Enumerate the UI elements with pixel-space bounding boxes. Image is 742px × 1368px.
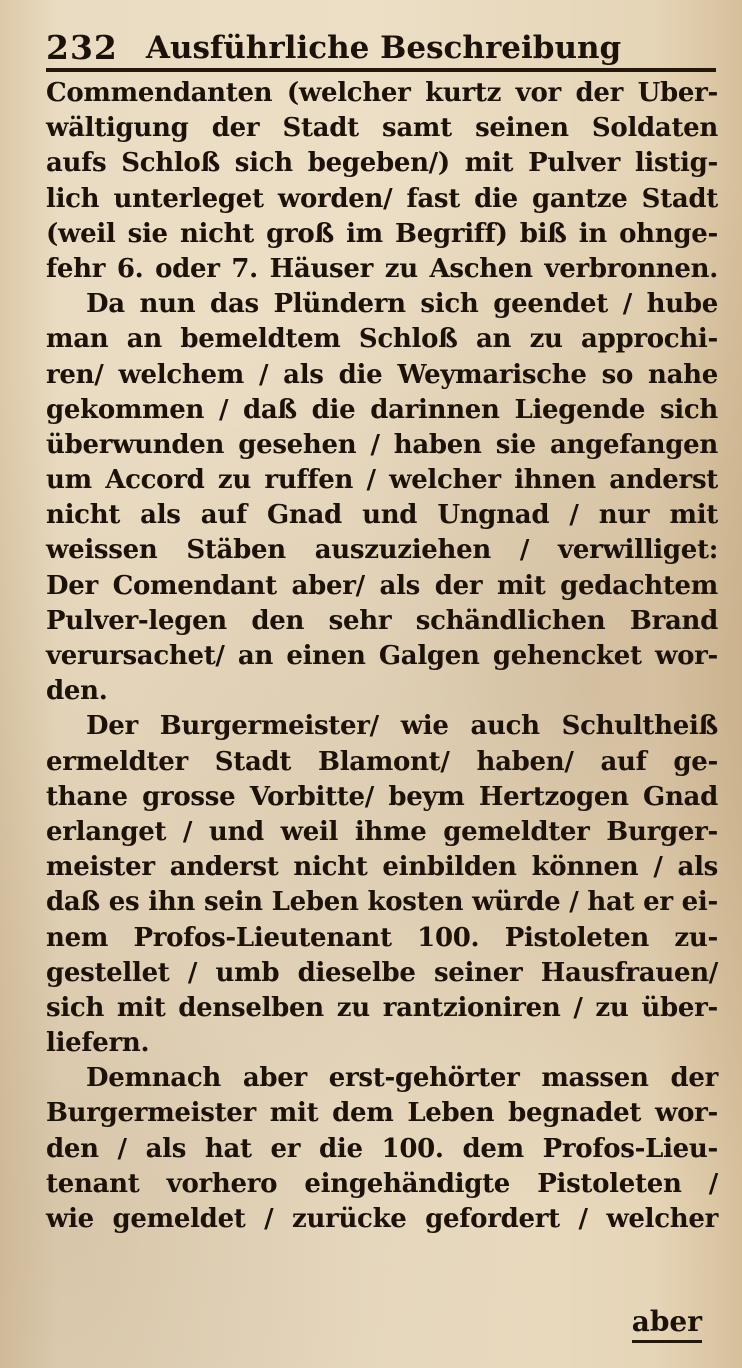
body-text [46, 76, 718, 1237]
paragraph-start-line: Da nun das Plündern sich geendet / hube [86, 289, 718, 320]
text-line: tenant vorhero eingehändigte Pistoleten / [46, 1168, 718, 1199]
text-line: nem Profos-Lieutenant 100. Pistoleten zu- [46, 922, 718, 953]
text-line: wältigung der Stadt samt seinen Soldaten [46, 113, 718, 144]
paragraph-end-line: den. [46, 676, 108, 707]
text-line: wie gemeldet / zurücke gefordert / welcher [46, 1204, 718, 1234]
paragraph-end-line: liefern. [46, 1028, 150, 1059]
text-line: (weil sie nicht groß im Begriff) biß in ohnge- [46, 218, 718, 249]
text-line: verursachet/ an einen Galgen gehencket wor- [46, 641, 718, 671]
text-line: nicht als auf Gnad und Ungnad / nur mit [46, 500, 718, 531]
text-line: Pulver-legen den sehr schändlichen Brand [46, 605, 718, 636]
running-head [46, 22, 716, 72]
text-line: fehr 6. oder 7. Häuser zu Aschen verbronnen. [46, 253, 718, 284]
page-number: 232 [46, 28, 118, 67]
text-line: Der Comendant aber/ als der mit gedachtem [46, 570, 718, 601]
text-line: aufs Schloß sich begeben/) mit Pulver listig- [46, 148, 718, 179]
text-line: ermeldter Stadt Blamont/ haben/ auf ge- [46, 746, 718, 777]
text-line: sich mit denselben zu rantzioniren / zu über- [46, 992, 718, 1023]
catchword: aber [632, 1304, 702, 1343]
paragraph-start-line: Demnach aber erst-gehörter massen der [86, 1063, 718, 1094]
text-line: um Accord zu ruffen / welcher ihnen anderst [46, 465, 718, 496]
text-line: weissen Stäben auszuziehen / verwilliget: [46, 535, 718, 566]
text-line: daß es ihn sein Leben kosten würde / hat er ei- [46, 887, 718, 918]
text-line: thane grosse Vorbitte/ beym Hertzogen Gnad [46, 781, 718, 812]
text-line: ren/ welchem / als die Weymarische so nahe [46, 359, 718, 390]
text-line: lich unterleget worden/ fast die gantze Stadt [46, 183, 718, 214]
text-line: man an bemeldtem Schloß an zu approchi- [46, 324, 718, 355]
text-line: gekommen / daß die darinnen Liegende sich [46, 394, 718, 425]
text-line: erlanget / und weil ihme gemeldter Burger- [46, 816, 718, 847]
text-line: meister anderst nicht einbilden können / als [46, 852, 718, 883]
running-title: Ausführliche Beschreibung [145, 30, 622, 66]
text-line: den / als hat er die 100. dem Profos-Lieu- [46, 1133, 718, 1164]
text-line: überwunden gesehen / haben sie angefangen [46, 429, 718, 460]
text-line: Commendanten (welcher kurtz vor der Uber- [46, 78, 718, 108]
text-line: gestellet / umb dieselbe seiner Hausfrauen/ [46, 957, 718, 988]
paragraph-start-line: Der Burgermeister/ wie auch Schultheiß [86, 711, 718, 742]
text-line: Burgermeister mit dem Leben begnadet wor- [46, 1098, 718, 1129]
